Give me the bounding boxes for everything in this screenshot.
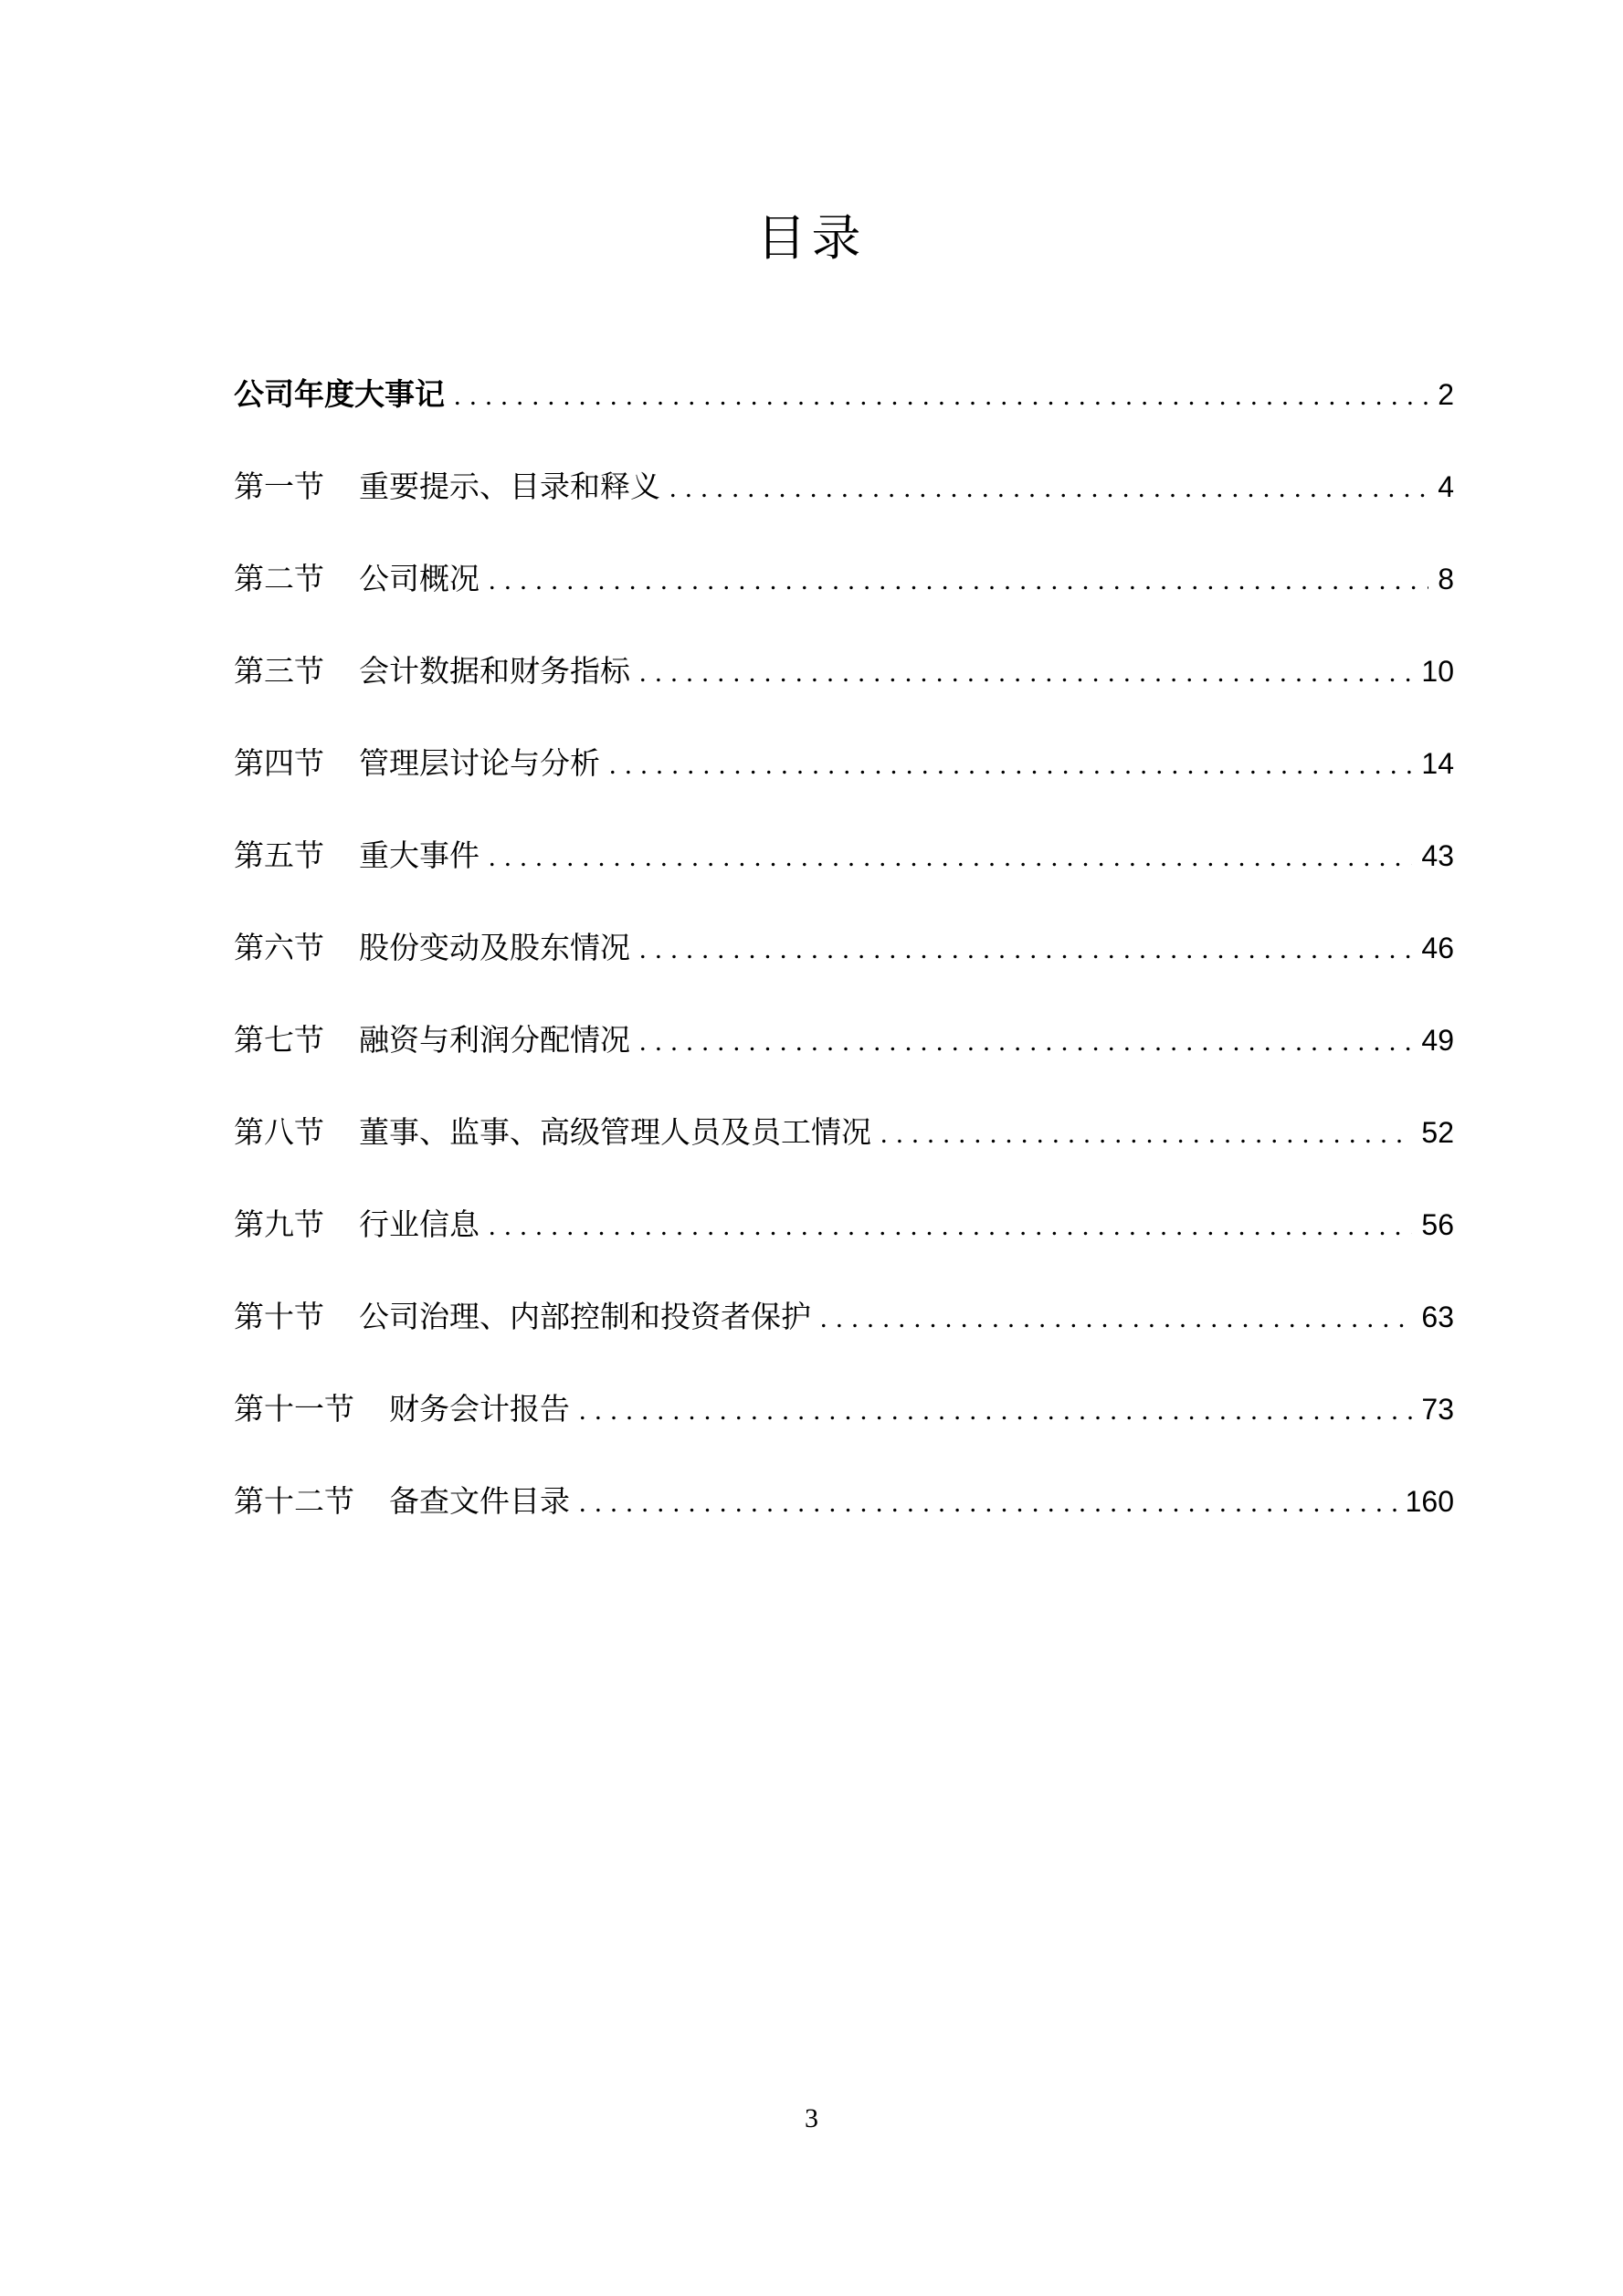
toc-entry[interactable] [234,921,1454,1013]
toc-entry-title: 公司治理、内部控制和投资者保护 [359,1299,811,1334]
toc-leader-dots [639,1015,1412,1069]
toc-page-number: 14 [1421,747,1454,780]
toc-entry-title: 行业信息 [359,1206,480,1242]
toc-page-number: 73 [1421,1393,1454,1426]
toc-page-number: 56 [1421,1208,1454,1241]
toc-page-number: 2 [1438,378,1454,411]
toc-entry[interactable] [234,1105,1454,1197]
toc-leader-dots [579,1384,1412,1438]
page-title: 目录 [756,209,867,267]
toc-entry-title: 公司年度大事记 [234,376,445,412]
toc-entry-title: 财务会计报告 [389,1391,570,1427]
toc-page-number: 8 [1438,563,1454,595]
toc-entry-section: 第七节 [234,1022,324,1058]
toc-leader-dots [639,922,1412,977]
toc-entry[interactable] [234,644,1454,736]
toc-leader-dots [454,369,1428,424]
toc-entry-title: 会计数据和财务指标 [359,653,630,689]
toc-entry[interactable] [234,1290,1454,1382]
toc-entry-section: 第九节 [234,1206,324,1242]
toc-entry-section: 第二节 [234,561,324,596]
toc-entry-section: 第五节 [234,837,324,873]
toc-leader-dots [489,830,1412,885]
toc-entry-section: 第三节 [234,653,324,689]
toc-leader-dots [489,1199,1412,1254]
toc-entry[interactable] [234,736,1454,828]
toc-entry-section: 第十节 [234,1299,324,1334]
toc-page-number: 43 [1421,839,1454,872]
toc-page-number: 160 [1405,1485,1454,1518]
toc-entry-section: 第十一节 [234,1391,354,1427]
toc-leader-dots [669,461,1428,516]
toc-page-number: 4 [1438,470,1454,503]
toc-leader-dots [880,1107,1412,1162]
toc-entry-title: 重要提示、目录和释义 [359,469,660,504]
toc-entry[interactable] [234,459,1454,552]
toc-entry-section: 第四节 [234,745,324,781]
toc-entry-title: 融资与利润分配情况 [359,1022,630,1058]
toc-entry-title: 董事、监事、高级管理人员及员工情况 [359,1114,871,1150]
toc-entry[interactable] [234,1474,1454,1566]
toc-entry-section: 第八节 [234,1114,324,1150]
toc-leader-dots [820,1291,1412,1346]
toc-leader-dots [489,553,1428,608]
toc-entry-title: 重大事件 [359,837,480,873]
toc-entry-title: 备查文件目录 [389,1483,570,1519]
toc-entry[interactable] [234,1197,1454,1290]
toc-page-number: 63 [1421,1301,1454,1333]
toc-leader-dots [639,646,1412,700]
toc-page-number: 49 [1421,1024,1454,1057]
toc-entry-title: 公司概况 [359,561,480,596]
toc-entry-title: 股份变动及股东情况 [359,930,630,965]
toc-leader-dots [579,1476,1396,1531]
toc-entry-section: 第一节 [234,469,324,504]
toc-page-number: 52 [1421,1116,1454,1149]
table-of-contents [234,367,1454,1566]
page-number-footer: 3 [805,2103,818,2133]
toc-entry[interactable] [234,1382,1454,1474]
toc-entry[interactable] [234,1013,1454,1105]
toc-page-number: 46 [1421,932,1454,964]
toc-leader-dots [609,738,1412,793]
toc-entry-section: 第六节 [234,930,324,965]
toc-entry[interactable] [234,552,1454,644]
toc-page-number: 10 [1421,655,1454,688]
toc-entry-title: 管理层讨论与分析 [359,745,600,781]
toc-entry[interactable] [234,828,1454,921]
toc-entry-section: 第十二节 [234,1483,354,1519]
toc-entry[interactable] [234,367,1454,459]
